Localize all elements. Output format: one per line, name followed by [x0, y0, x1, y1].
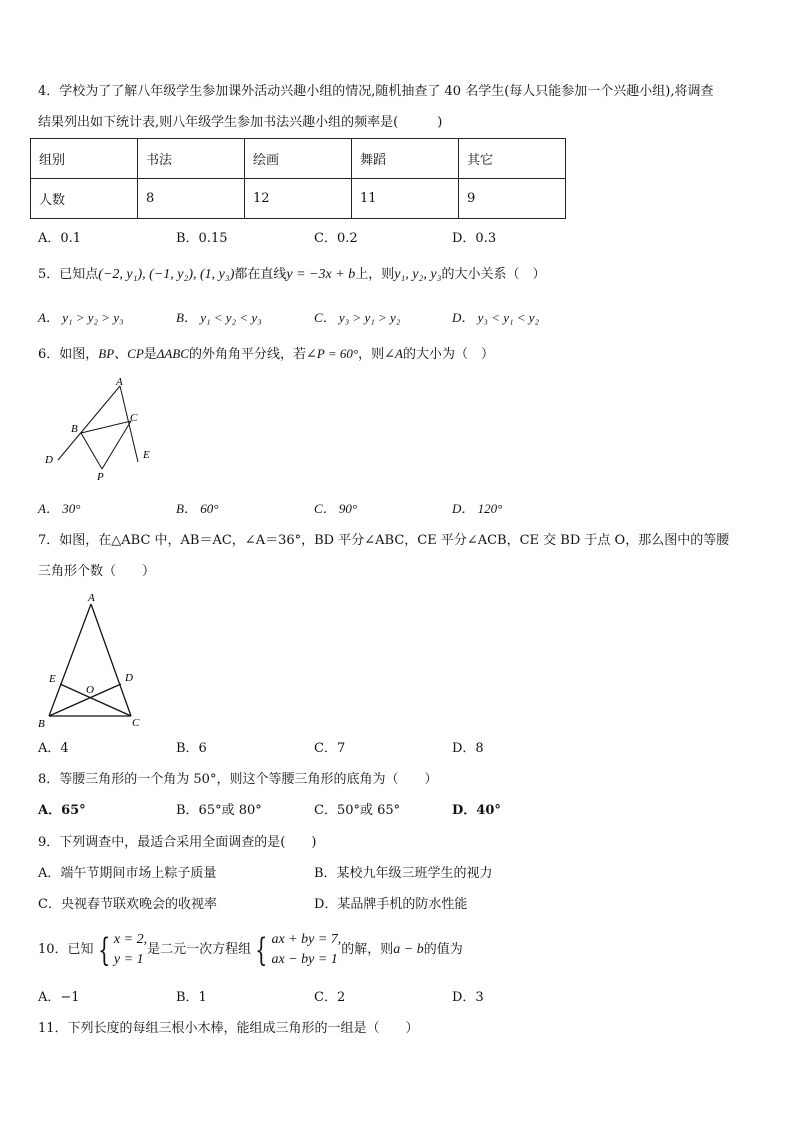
label-a: A: [116, 376, 123, 388]
table-cell: 绘画: [245, 139, 352, 179]
q7-figure: [30, 588, 150, 730]
label-c: C: [130, 412, 138, 424]
q6-prefix: 6．如图，: [38, 347, 99, 362]
q6-option-a[interactable]: A． 30°: [38, 501, 81, 516]
q4-option-b[interactable]: B．0.15: [176, 231, 228, 246]
q5-points: (−2, y₁), (−1, y₂), (1, y₃): [98, 267, 235, 282]
q8-option-d[interactable]: D．40°: [452, 803, 501, 818]
q5-vars: y₁, y₂, y₃: [394, 267, 442, 282]
q4-option-a[interactable]: A．0.1: [38, 231, 82, 246]
label-c: C: [132, 717, 140, 729]
table-cell: 9: [459, 179, 566, 219]
table-cell: 11: [352, 179, 459, 219]
line-b-p: [81, 433, 102, 469]
q5-option-a[interactable]: A． y₁ > y₂ > y₃: [38, 310, 124, 325]
q7-option-d[interactable]: D．8: [452, 741, 484, 756]
q5-line-equation: y = −3x + b: [286, 267, 356, 282]
label-p: P: [97, 471, 104, 483]
q10-system: [271, 930, 341, 970]
q10-option-b[interactable]: B．1: [176, 990, 207, 1005]
q10-expression: a − b: [393, 942, 424, 957]
line-a-d: [58, 386, 120, 460]
table-cell: 书法: [138, 139, 245, 179]
q6-option-b[interactable]: B． 60°: [176, 501, 219, 516]
q7-option-c[interactable]: C．7: [314, 741, 346, 756]
label-a: A: [88, 592, 95, 604]
q8-option-c[interactable]: C．50°或 65°: [314, 803, 401, 818]
q4-stem-line1: 4．学校为了了解八年级学生参加课外活动兴趣小组的情况,随机抽查了 40 名学生(每人只能参加一个兴趣小组),将调查: [38, 84, 714, 99]
q6-mid3: ，则: [358, 347, 385, 362]
q7-option-a[interactable]: A．4: [38, 741, 69, 756]
label-o: O: [86, 684, 94, 696]
label-d: D: [125, 672, 133, 684]
q10-prefix: 10．已知: [38, 942, 94, 957]
line-c-p: [102, 421, 131, 469]
q10-option-a[interactable]: A．−1: [38, 990, 80, 1005]
q6-bp-cp: BP、CP: [98, 346, 144, 361]
table-cell: 其它: [459, 139, 566, 179]
table-row: [31, 179, 566, 219]
line-b-c: [81, 421, 131, 433]
q10-suffix: 的解，则: [341, 942, 394, 957]
table-cell: 舞蹈: [352, 139, 459, 179]
q5-option-d[interactable]: D． y₃ < y₁ < y₂: [452, 310, 540, 325]
q6-angle: ∠A: [384, 346, 403, 361]
q11-stem: 11．下列长度的每组三根小木棒，能组成三角形的一组是（ ）: [38, 1021, 419, 1036]
q8-option-b[interactable]: B．65°或 80°: [176, 803, 262, 818]
q6-triangle: ΔABC: [156, 346, 189, 361]
q4-option-c[interactable]: C．0.2: [314, 231, 358, 246]
q10-equation-2: ax − by = 1: [271, 951, 338, 967]
q6-stem: [38, 345, 494, 364]
q8-option-a[interactable]: A．65°: [38, 803, 86, 818]
label-d: D: [45, 454, 53, 466]
table-header-row: [31, 139, 566, 179]
q7-stem-line2: 三角形个数（ ）: [38, 564, 156, 579]
q6-option-c[interactable]: C． 90°: [314, 501, 358, 516]
label-e: E: [49, 673, 56, 685]
q5-prefix: 5．已知点: [38, 267, 99, 282]
q4-stem-line2: 结果列出如下统计表,则八年级学生参加书法兴趣小组的频率是( ): [38, 115, 443, 130]
line-c-e: [60, 684, 131, 716]
q6-option-d[interactable]: D． 120°: [452, 501, 503, 516]
line-a-b: [49, 604, 91, 716]
q5-end: 的大小关系（ ）: [441, 267, 546, 282]
q5-mid: 都在直线: [234, 267, 287, 282]
q6-condition: ∠P = 60°: [306, 346, 359, 361]
q6-mid2: 的外角角平分线，若: [188, 347, 306, 362]
q9-option-a[interactable]: A．端午节期间市场上粽子质量: [38, 866, 217, 881]
line-a-c: [91, 604, 131, 716]
q5-stem: [38, 266, 545, 284]
q7-option-b[interactable]: B．6: [176, 741, 207, 756]
q10-solution: [114, 930, 147, 970]
q6-end: 的大小为（ ）: [402, 347, 494, 362]
q10-solution-x: x = 2,: [113, 931, 148, 947]
label-b: B: [38, 718, 45, 730]
q4-option-d[interactable]: D．0.3: [452, 231, 497, 246]
q5-option-c[interactable]: C． y₃ > y₁ > y₂: [314, 310, 401, 325]
label-e: E: [143, 449, 150, 461]
q5-suffix: 上，则: [355, 267, 395, 282]
q10-stem: [38, 928, 463, 972]
left-brace-icon: {: [255, 930, 268, 969]
table-cell: 12: [245, 179, 352, 219]
q9-option-d[interactable]: D．某品牌手机的防水性能: [314, 897, 468, 912]
q10-option-d[interactable]: D．3: [452, 990, 484, 1005]
q10-mid: 是二元一次方程组: [147, 942, 252, 957]
q10-end: 的值为: [423, 942, 463, 957]
q10-solution-y: y = 1: [113, 951, 144, 967]
table-cell: 8: [138, 179, 245, 219]
q10-option-c[interactable]: C．2: [314, 990, 346, 1005]
q9-option-b[interactable]: B．某校九年级三班学生的视力: [314, 866, 493, 881]
table-cell: 人数: [31, 179, 138, 219]
q10-equation-1: ax + by = 7,: [271, 931, 342, 947]
q5-option-b[interactable]: B． y₁ < y₂ < y₃: [176, 310, 262, 325]
q7-stem-line1: 7．如图，在△ABC 中，AB＝AC，∠A＝36°，BD 平分∠ABC，CE 平分∠ACB，CE 交 BD 于点 O，那么图中的等腰: [38, 533, 730, 548]
q6-mid1: 是: [143, 347, 157, 362]
q6-figure: [38, 374, 168, 486]
frequency-table: [30, 138, 566, 219]
left-brace-icon: {: [97, 930, 110, 969]
q9-option-c[interactable]: C．央视春节联欢晚会的收视率: [38, 897, 217, 912]
q9-stem: 9．下列调查中，最适合采用全面调查的是( ): [38, 835, 317, 850]
table-cell: 组别: [31, 139, 138, 179]
label-b: B: [71, 423, 78, 435]
q8-stem: 8．等腰三角形的一个角为 50°，则这个等腰三角形的底角为（ ）: [38, 772, 438, 787]
